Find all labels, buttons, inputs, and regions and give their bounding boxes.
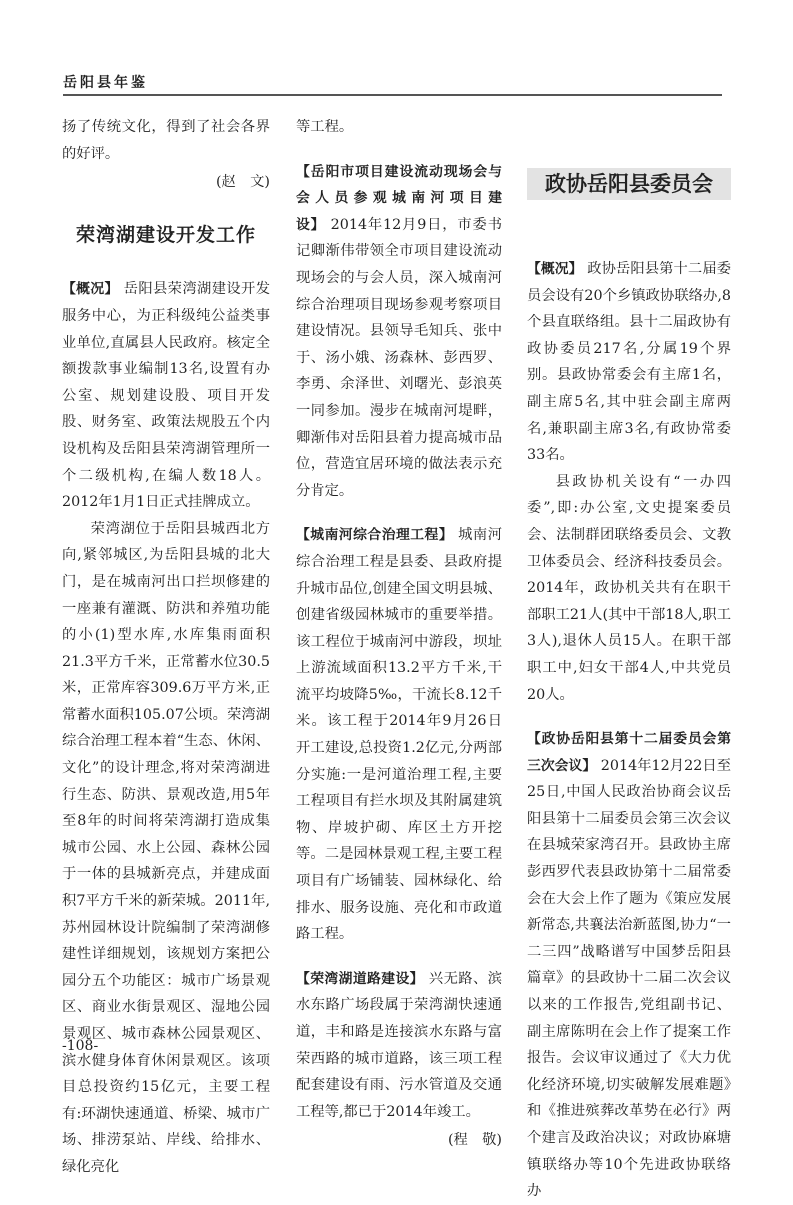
entry-body: 2014年12月22日至25日,中国人民政治协商会议岳阳县第十二届委员会第三次会议在县城荣家湾召开。县政协主席彭西罗代表县政协第十二届常委会在大会上作了题为《策应发展新常态,共襄法治新蓝图,协力“一二三四”战略谱写中国梦岳阳县篇章》的县政协十二届二次会议以来的工作报告,党组副书记、副主席陈明在会上作了提案工作报告。会议审议通过了《大力优化经济环境,切实破解发展难题》和《推进殡葬改革势在必行》两个建言及政治决议；对政协麻塘镇联络办等10个先进政协联络办 bbox=[527, 757, 732, 1200]
entry-body: 政协岳阳县第十二届委员会设有20个乡镇政协联络办,8个县直联络组。县十二届政协有政协委员217名,分属19个界别。县政协常委会有主席1名，副主席5名,其中驻会副主席两名,兼职副主席3名,有政协常委33名。 bbox=[527, 261, 732, 464]
entry-body: 兴无路、滨水东路广场段属于荣湾湖快速通道，丰和路是连接滨水东路与富荣西路的城市道路，该三项工程配套建设有雨、污水管道及交通工程等,都已于2014年竣工。 bbox=[296, 970, 503, 1120]
overview-paragraph bbox=[527, 256, 731, 469]
entry-body: 岳阳县荣湾湖建设开发服务中心，为正科级纯公益类事业单位,直属县人民政府。核定全额拨款事业编制13名,设置有办公室、规划建设股、项目开发股、财务室、政策法规股五个内设机构及岳阳县荣湾湖管理所一个二级机构,在编人数18人。2012年1月1日正式挂牌成立。 bbox=[62, 281, 271, 511]
overview-paragraph bbox=[62, 276, 270, 515]
author-signature: (赵 文) bbox=[215, 174, 270, 191]
entry-body: 2014年12月9日，市委书记卿渐伟带领全市项目建设流动现场会的与会人员，深入城南河综合治理项目现场参观考察项目建设情况。县领导毛知兵、张中于、汤小娥、汤森林、彭西罗、李勇、余泽世、刘曙光、彭浪英一同参加。漫步在城南河堤畔，卿渐伟对岳阳县着力提高城市品位，营造宜居环境的做法表示充分肯定。 bbox=[296, 216, 502, 499]
column-1 bbox=[62, 114, 270, 1181]
entry-paragraph bbox=[296, 159, 502, 505]
entry-body: 城南河综合治理工程是县委、县政府提升城市品位,创建全国文明县城、创建省级园林城市的重要举措。该工程位于城南河中游段，坝址上游流域面积13.2平方千米,干流平均坡降5‰，干流长8.12千米。该工程于2014年9月26日开工建设,总投资1.2亿元,分两部分实施:一是河道治理工程,主要工程项目有拦水坝及其附属建筑物、岸坡护砌、库区土方开挖等。二是园林景观工程,主要工程项目有广场铺装、园林绿化、给排水、服务设施、亮化和市政道路工程。 bbox=[296, 527, 503, 943]
body-paragraph: 荣湾湖位于岳阳县城西北方向,紧邻城区,为岳阳县城的北大门，是在城南河出口拦坝修建的一座兼有灌溉、防洪和养殖功能的小(1)型水库,水库集雨面积21.3平方千米，正常蓄水位30.5米，正常库容309.6万平方米,正常蓄水面积105.07公顷。荣湾湖综合治理工程本着“生态、休闲、文化”的设计理念,将对荣湾湖进行生态、防洪、景观改造,用5年至8年的时间将荣湾湖打造成集城市公园、水上公园、森林公园于一体的县城新亮点，并建成面积7平方千米的新荣城。2011年,苏州园林设计院编制了荣湾湖修建性详细规划，该规划方案把公园分五个功能区：城市广场景观区、商业水街景观区、湿地公园景观区、城市森林公园景观区、滨水健身体育休闲景观区。该项目总投资约15亿元，主要工程有:环湖快速通道、桥梁、城市广场、排涝泵站、岸线、给排水、绿化亮化 bbox=[62, 520, 270, 1175]
entry-heading: 【概况】 bbox=[62, 281, 119, 298]
section-title: 荣湾湖建设开发工作 bbox=[75, 223, 256, 246]
continued-text: 扬了传统文化，得到了社会各界的好评。 bbox=[62, 119, 270, 162]
author-signature: (程 敬) bbox=[447, 1132, 502, 1149]
chapter-title: 政协岳阳县委员会 bbox=[527, 168, 731, 200]
entry-heading: 【概况】 bbox=[527, 261, 583, 277]
entry-heading: 【政协岳阳县第十二届委员会第三次会议】 bbox=[527, 731, 731, 774]
entry-paragraph bbox=[527, 726, 731, 1205]
running-head: 岳阳县年鉴 bbox=[63, 75, 148, 91]
header-rule bbox=[63, 94, 722, 96]
entry-heading: 【城南河综合治理工程】 bbox=[296, 527, 454, 544]
column-3 bbox=[527, 114, 731, 1205]
entry-paragraph bbox=[296, 966, 502, 1126]
column-2 bbox=[296, 114, 502, 1154]
continued-text: 等工程。 bbox=[296, 119, 354, 135]
entry-paragraph bbox=[296, 522, 502, 948]
entry-heading: 【岳阳市项目建设流动现场会与会人员参观城南河项目建设】 bbox=[296, 163, 502, 233]
entry-heading: 【荣湾湖道路建设】 bbox=[296, 970, 424, 987]
page-number: -108- bbox=[62, 1038, 99, 1054]
body-paragraph: 县政协机关设有“一办四委”,即:办公室,文史提案委员会、法制群团联络委员会、文教卫体委员会、经济科技委员会。2014年，政协机关共有在职干部职工21人(其中干部18人,职工3人),退休人员15人。在职干部职工中,妇女干部4人,中共党员20人。 bbox=[527, 473, 731, 703]
